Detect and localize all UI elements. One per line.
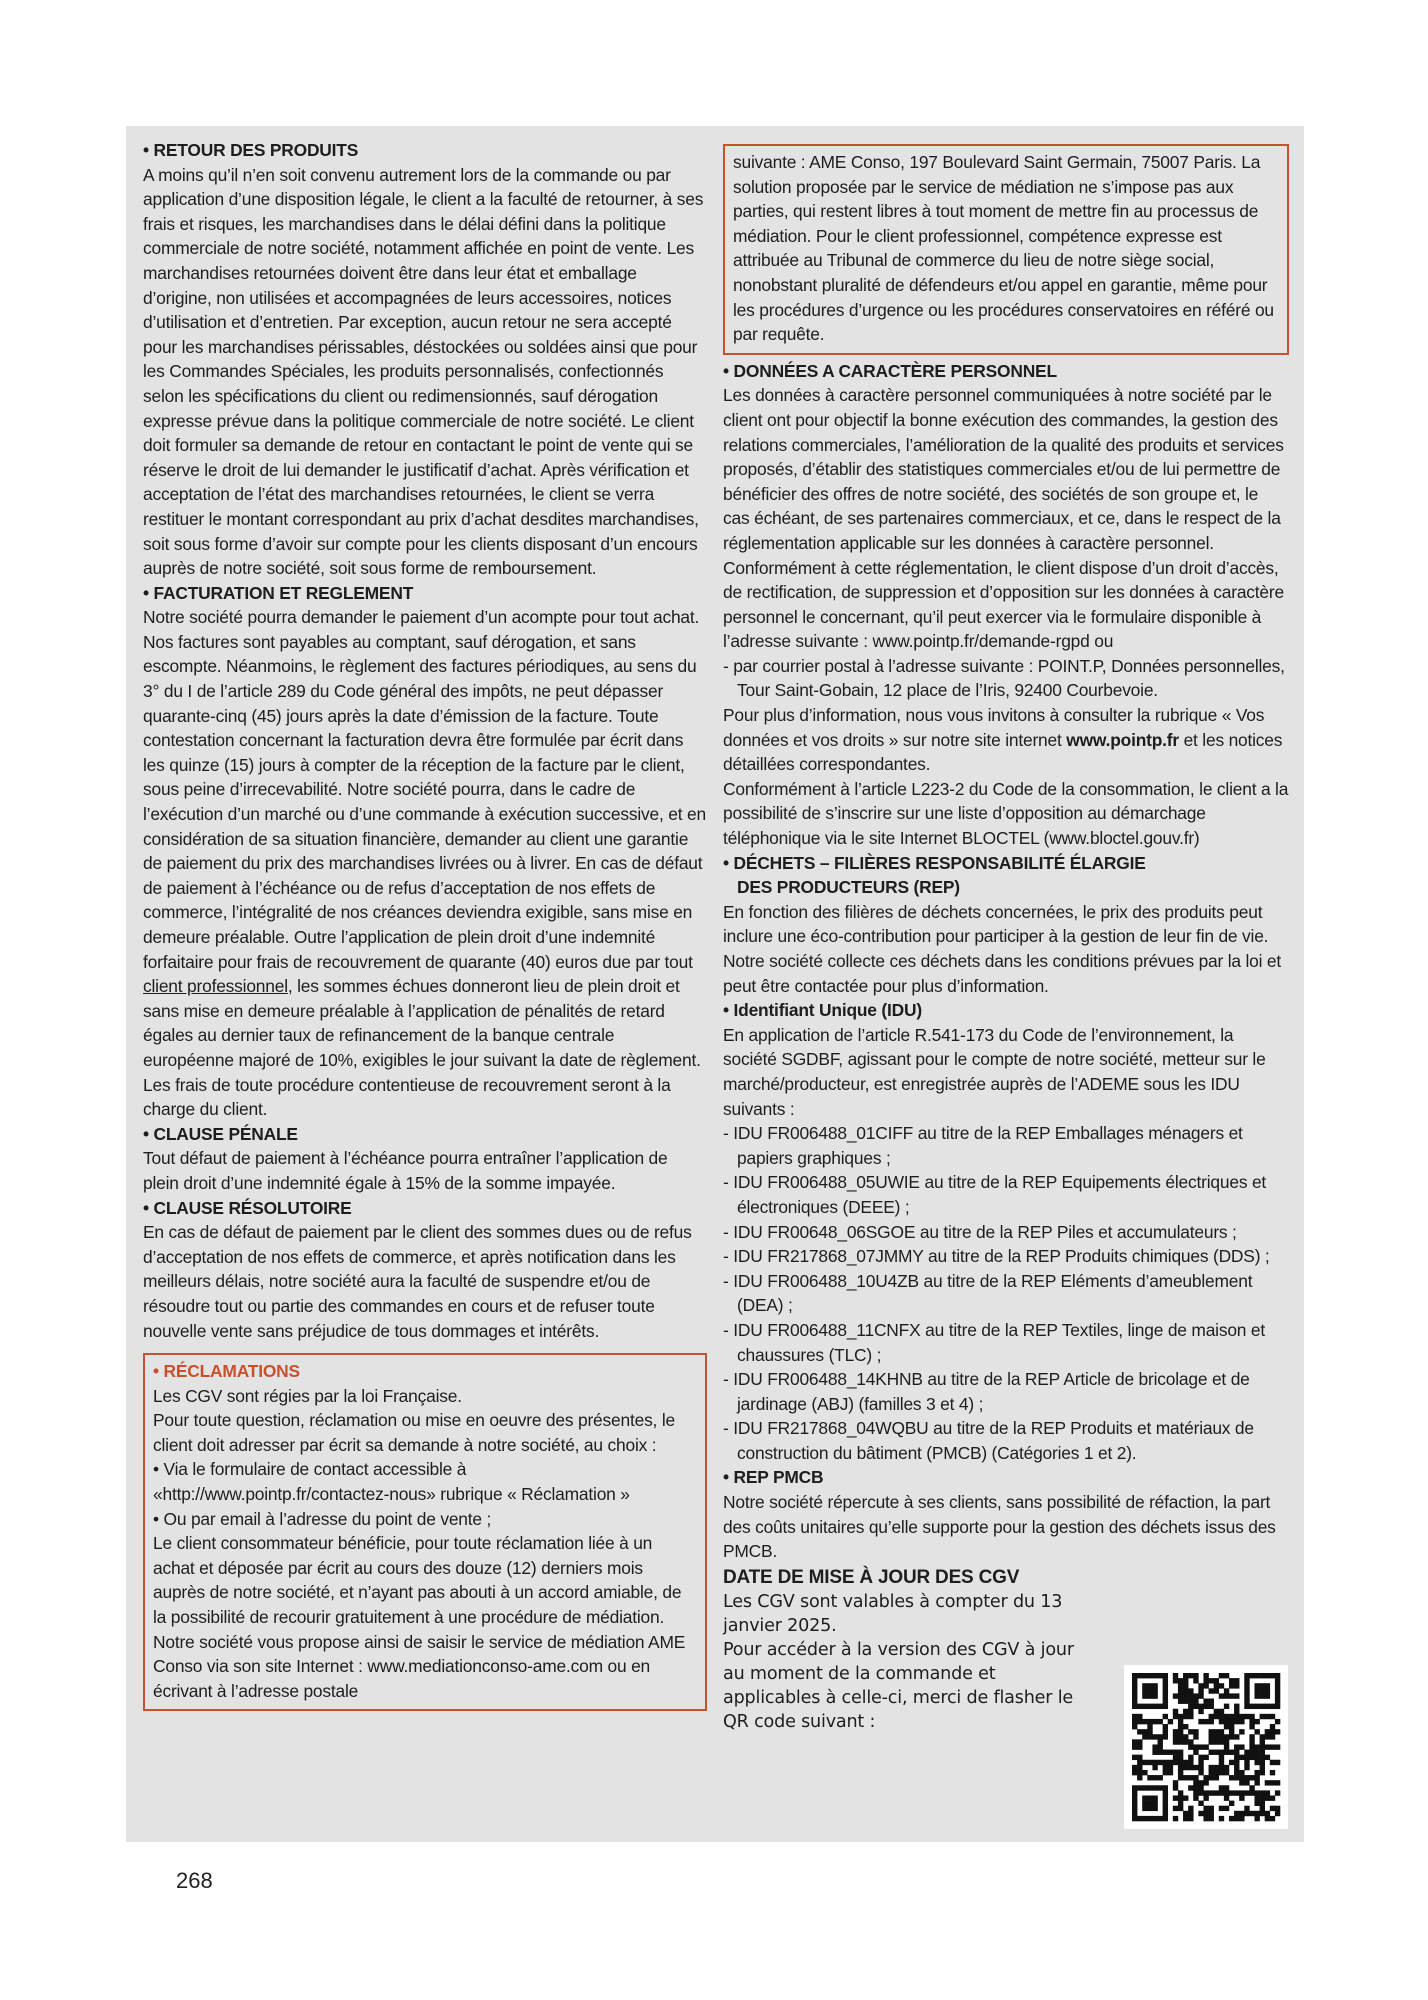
idu-item: - IDU FR217868_07JMMY au titre de la REP Produits chimiques (DDS) ; [723, 1246, 1270, 1267]
idu-item: - IDU FR006488_11CNFX au titre de la REP Textiles, linge de maison et chaussures (TLC) ; [723, 1319, 1266, 1365]
client-professionnel-link[interactable]: client professionnel [143, 976, 288, 997]
facturation-body [143, 605, 707, 1121]
mediation-box [723, 144, 1289, 355]
dechets-title-line1: • DÉCHETS – FILIÈRES RESPONSABILITÉ ÉLARGIE [723, 852, 1146, 873]
penale-body: Tout défaut de paiement à l’échéance pourra entraîner l’application de plein droit d’une indemnité égale à 15% de la somme impayée. [143, 1148, 668, 1193]
idu-intro: En application de l’article R.541-173 du Code de l’environnement, la société SGDBF, agissant pour le compte de notre société, metteur sur le marché/producteur, est enregistrée auprès de l’ADEME sous les IDU suivants : [723, 1024, 1266, 1119]
reclamations-p2: Pour toute question, réclamation ou mise en oeuvre des présentes, le client doit adresser par écrit sa demande à notre société, au choix : [153, 1410, 675, 1455]
retour-title: • RETOUR DES PRODUITS [143, 140, 359, 160]
idu-item: - IDU FR006488_14KHNB au titre de la REP Article de bricolage et de jardinage (ABJ) (familles 3 et 4) ; [723, 1369, 1250, 1414]
section-resolutoire [143, 1196, 707, 1344]
section-retour [143, 138, 707, 581]
qr-code-icon[interactable] [1124, 1665, 1288, 1829]
reclamations-p1: Les CGV sont régies par la loi Française. [153, 1385, 462, 1406]
reclamations-p5: Le client consommateur bénéficie, pour toute réclamation liée à un achat et déposée par écrit au cours des douze (12) derniers mois auprès de notre société, et n’ayant pas abouti à un accord amiable, de la possibilité de recourir gratuitement à une procédure de médiation. Notre société vous propose ainsi de saisir le service de médiation AME Conso via son site Internet : www.mediationconso-ame.com ou en écrivant à l’adresse postale [153, 1533, 686, 1701]
pointp-link[interactable]: www.pointp.fr [1066, 729, 1179, 750]
idu-item: - IDU FR006488_10U4ZB au titre de la REP Eléments d’ameublement (DEA) ; [723, 1270, 1253, 1316]
idu-item: - IDU FR00648_06SGOE au titre de la REP Piles et accumulateurs ; [723, 1221, 1237, 1242]
dechets-p1: En fonction des filières de déchets concernées, le prix des produits peut inclure une éco-contribution pour participer à la gestion de leur fin de vie. [723, 901, 1269, 947]
section-pmcb [723, 1465, 1289, 1563]
page-number: 268 [176, 1868, 213, 1893]
section-facturation [143, 581, 707, 1122]
donnees-info-before: Pour plus d’information, nous vous invitons à consulter la rubrique « Vos données et vos droits » sur notre site internet [723, 705, 1265, 750]
section-dechets [723, 851, 1289, 999]
idu-item: - IDU FR006488_05UWIE au titre de la REP Equipements électriques et électroniques (DEEE) ; [723, 1172, 1267, 1217]
reclamations-p4: • Ou par email à l’adresse du point de vente ; [153, 1508, 492, 1529]
date-cgv-p1: Les CGV sont valables à compter du 13 janvier 2025. [723, 1592, 1063, 1637]
resolutoire-body: En cas de défaut de paiement par le client des sommes dues ou de refus d’acceptation de nos effets de commerce, et après notification dans les meilleurs délais, notre société aura la faculté de suspendre et/ou de résoudre tout ou partie des commandes en cours et de refuser toute nouvelle vente sans préjudice de tous dommages et intérêts. [143, 1222, 692, 1341]
reclamations-p3: • Via le formulaire de contact accessible à «http://www.pointp.fr/contactez-nous» rubrique « Réclamation » [153, 1459, 630, 1505]
date-cgv-p2: Pour accéder à la version des CGV à jour au moment de la commande et applicables à celle-ci, merci de flasher le QR code suivant : [723, 1640, 1074, 1733]
idu-title: • Identifiant Unique (IDU) [723, 1000, 922, 1021]
penale-title: • CLAUSE PÉNALE [143, 1123, 298, 1144]
resolutoire-title: • CLAUSE RÉSOLUTOIRE [143, 1197, 352, 1218]
reclamations-box [143, 1353, 707, 1711]
pmcb-body: Notre société répercute à ses clients, sans possibilité de réfaction, la part des coûts unitaires qu’elle supporte pour la gestion des déchets issus des PMCB. [723, 1492, 1276, 1562]
pmcb-title: • REP PMCB [723, 1467, 824, 1488]
facturation-body-before: Notre société pourra demander le paiement d’un acompte pour tout achat. Nos factures sont payables au comptant, sauf dérogation, et sans escompte. Néanmoins, le règlement des factures périodiques, au sens du 3° du I de l’article 289 du Code général des impôts, ne peut dépasser quarante-cinq (45) jours après la date d’émission de la facture. Toute contestation concernant la facturation devra être formulée par écrit dans les quinze (15) jours à compter de la réception de la facture par le client, sous peine d’irrecevabilité. Notre société pourra, dans le cadre de l’exécution d’un marché ou d’une commande à exécution successive, et en considération de sa situation financière, demander au client une garantie de paiement du prix des marchandises livrées ou à livrer. En cas de défaut de paiement à l’échéance ou de refus d’acceptation de nos effets de commerce, l’intégralité de nos créances deviendra exigible, sans mise en demeure préalable. Outre l’application de plein droit d’une indemnité forfaitaire pour frais de recouvrement de quarante (40) euros due par tout [143, 607, 706, 972]
reclamations-title: • RÉCLAMATIONS [153, 1361, 300, 1382]
dechets-title-line2: DES PRODUCTEURS (REP) [737, 877, 960, 898]
left-column [143, 138, 707, 1711]
section-penale [143, 1122, 707, 1196]
qr-code-graphic [1124, 1665, 1288, 1829]
mediation-text: suivante : AME Conso, 197 Boulevard Saint Germain, 75007 Paris. La solution proposée par le service de médiation ne s’impose pas aux parties, qui restent libres à tout moment de mettre fin au processus de médiation. Pour le client professionnel, compétence expresse est attribuée au Tribunal de commerce du lieu de notre siège social, nonobstant pluralité de défendeurs et/ou appel en garantie, même pour les procédures d’urgence ou les procédures conservatoires en référé ou par requête. [733, 152, 1274, 345]
section-donnees [723, 359, 1289, 851]
idu-item: - IDU FR006488_01CIFF au titre de la REP Emballages ménagers et papiers graphiques ; [723, 1123, 1243, 1168]
retour-body: A moins qu’il n’en soit convenu autrement lors de la commande ou par application d’une disposition légale, le client a la faculté de retourner, à ses frais et risques, les marchandises dans le délai défini dans la politique commerciale de notre société, notamment affichée en point de vente. Les marchandises retournées doivent être dans leur état et emballage d’origine, non utilisées et accompagnées de leurs accessoires, notices d’utilisation et d’entretien. Par exception, aucun retour ne sera accepté pour les marchandises périssables, déstockées ou soldées ainsi que pour les Commandes Spéciales, les produits personnalisés, confectionnés selon les spécifications du client ou redimensionnés, sauf dérogation expresse prévue dans la politique commerciale de notre société. Le client doit formuler sa demande de retour en contactant le point de vente qui se réserve le droit de lui demander le justificatif d’achat. Après vérification et acceptation de l’état des marchandises retournées, le client se verra restituer le montant correspondant au prix d’achat desdites marchandises, soit sous forme d’avoir sur compte pour les clients disposant d’un encours auprès de notre société, soit sous forme de remboursement. [143, 164, 704, 579]
section-idu [723, 998, 1289, 1465]
idu-item: - IDU FR217868_04WQBU au titre de la REP Produits et matériaux de construction du bâtiment (PMCB) (Catégories 1 et 2). [723, 1418, 1254, 1463]
date-cgv-title: DATE DE MISE À JOUR DES CGV [723, 1566, 1020, 1588]
donnees-info [723, 703, 1289, 777]
donnees-info-after: et les notices détaillées correspondantes. [723, 729, 1283, 775]
donnees-title: • DONNÉES A CARACTÈRE PERSONNEL [723, 360, 1057, 381]
donnees-body: Les données à caractère personnel communiquées à notre société par le client ont pour objectif la bonne exécution des commandes, la gestion des relations commerciales, l’amélioration de la qualité des produits et services proposés, d’établir des statistiques commerciales et/ou de lui permettre de bénéficier des offres de notre société, des sociétés de son groupe et, le cas échéant, de ses partenaires commerciaux, et ce, dans le respect de la réglementation applicable sur les données à caractère personnel. Conformément à cette réglementation, le client dispose d’un droit d’accès, de rectification, de suppression et d’opposition sur les données à caractère personnel le concernant, qu’il peut exercer via le formulaire disponible à l’adresse suivante : www.pointp.fr/demande-rgpd ou [723, 385, 1284, 652]
dechets-p2: Notre société collecte ces déchets dans les conditions prévues par la loi et peut être contactée pour plus d’information. [723, 951, 1282, 996]
facturation-title: • FACTURATION ET REGLEMENT [143, 582, 414, 603]
donnees-bloctel: Conformément à l’article L223-2 du Code de la consommation, le client a la possibilité de s’inscrire sur une liste d’opposition au démarchage téléphonique via le site Internet BLOCTEL (www.bloctel.gouv.fr) [723, 778, 1289, 849]
right-column [723, 144, 1289, 1734]
facturation-body-after: , les sommes échues donneront lieu de plein droit et sans mise en demeure préalable à l’application de pénalités de retard égales au dernier taux de refinancement de la banque centrale européenne majoré de 10%, exigibles le jour suivant la date de règlement. Les frais de toute procédure contentieuse de recouvrement seront à la charge du client. [143, 976, 701, 1120]
donnees-courrier: - par courrier postal à l’adresse suivante : POINT.P, Données personnelles, Tour Saint-Gobain, 12 place de l’Iris, 92400 Courbevoie. [723, 655, 1285, 701]
